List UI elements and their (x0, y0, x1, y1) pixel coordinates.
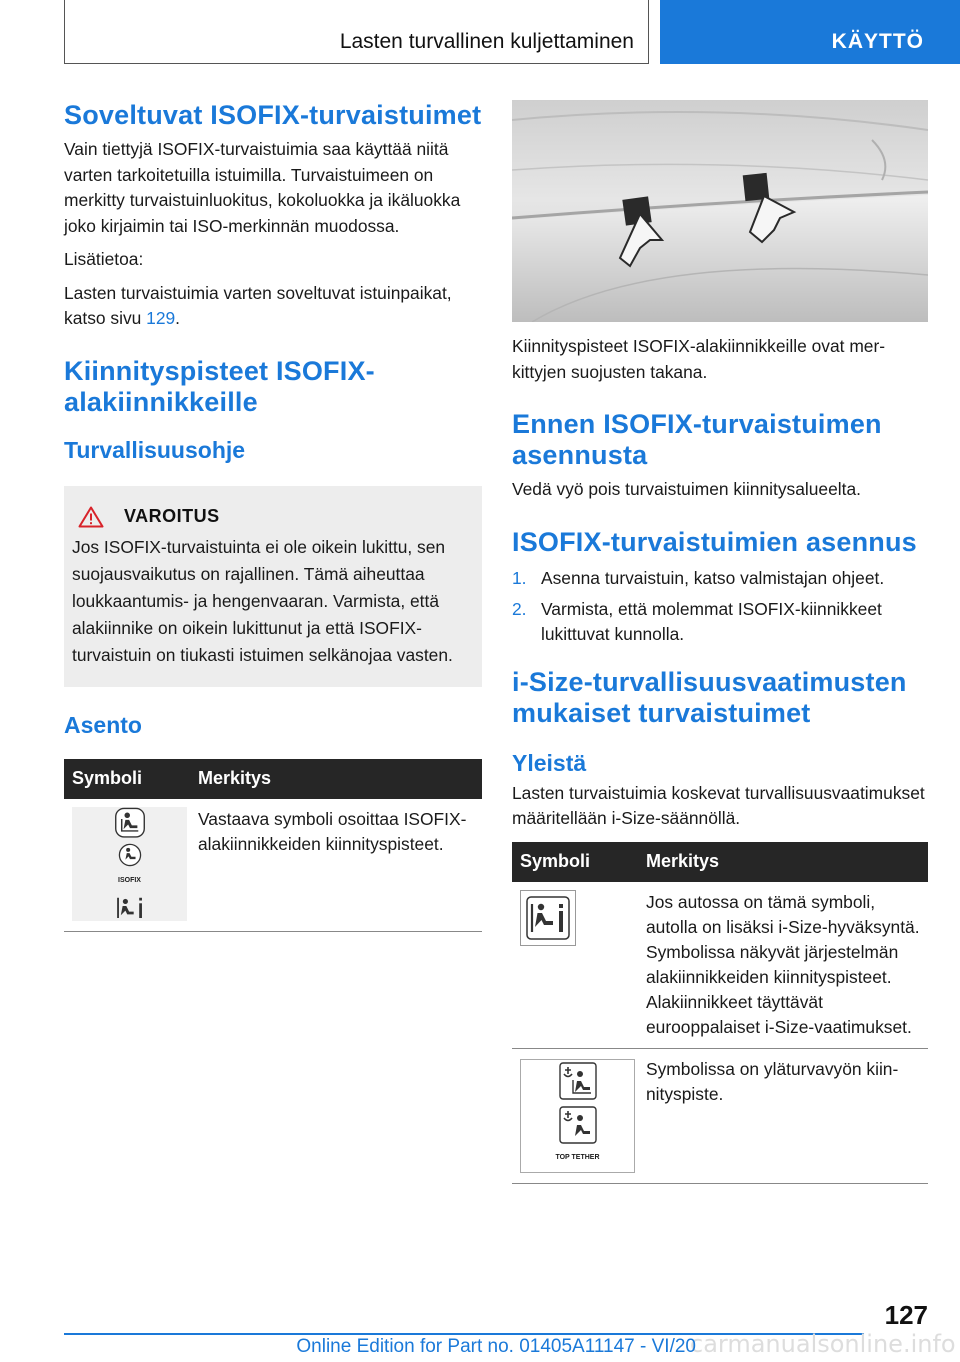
warning-triangle-icon (78, 506, 104, 528)
left-column (64, 100, 482, 932)
reference-end: . (175, 308, 181, 328)
paragraph-general: Lasten turvaistuimia koskevat turvallisuusvaatimukset määritellään i-Size-säännöllä. (512, 782, 925, 828)
position-symbol-table (64, 759, 482, 932)
warning-text: Jos ISOFIX-turvaistuinta ei ole oikein lukittu, sen suojausvaikutus on rajallinen. Tämä aiheuttaa loukkaantumis- ja hengenvaaran. Varmista, että alakiinnike on oikein lukittunut ja että ISOFIX-turvaistuin on tiukasti istuimen selkänojaa vasten. (72, 536, 453, 665)
table-header-meaning: Merkitys (190, 759, 482, 799)
watermark: carmanualsonline.info (690, 1330, 956, 1358)
i-size-symbol-table (512, 842, 928, 1184)
install-steps (512, 566, 928, 647)
table-row (512, 882, 928, 1049)
list-item (512, 566, 928, 591)
header-section-title: Lasten turvallinen kuljettaminen (339, 30, 634, 53)
paragraph-reference (64, 281, 482, 332)
paragraph-more-info: Lisätietoa: (64, 249, 144, 269)
top-tether-label: TOP TETHER (555, 1153, 600, 1161)
reference-text: Lasten turvaistuimia varten soveltuvat istuinpaikat, katso sivu (64, 282, 452, 328)
heading-position: Asento (64, 711, 142, 738)
heading-i-size: i-Size-turvallisuusvaatimusten mukaiset turvaistuimet (512, 666, 907, 728)
table-row-meaning: Symbolissa on yläturvavyön kiinnityspiste. (638, 1048, 928, 1183)
header-chapter-tab[interactable] (660, 0, 960, 64)
footer-edition: Online Edition for Part no. 01405A11147 - VI/20 (296, 1336, 696, 1357)
warning-title: VAROITUS (124, 506, 220, 526)
header-section-box (64, 0, 649, 64)
heading-anchor-points: Kiinnityspisteet ISOFIX-alakiinnikkeille (64, 355, 375, 417)
table-header-symbol: Symboli (64, 759, 190, 799)
page-number: 127 (884, 1300, 928, 1330)
heading-before-install: Ennen ISOFIX-turvaistuimen asennusta (512, 409, 882, 470)
heading-install: ISOFIX-turvaistuimien asennus (512, 526, 917, 557)
right-column (512, 100, 928, 1184)
isofix-anchor-photo (512, 100, 928, 322)
heading-suitable-seats: Soveltuvat ISOFIX-turvaistuimet (64, 100, 482, 130)
isofix-symbol-icon (72, 807, 187, 921)
isofix-label: ISOFIX (118, 876, 141, 884)
page-link-129[interactable]: 129 (146, 308, 176, 328)
table-row-meaning: Jos autossa on tämä symboli, autolla on lisäksi i-Size-hyväksyntä. Symbolissa näkyvät järjestelmän alakiinnikkeiden kiinnityspisteet. Alakiinnikkeet täyttävät eurooppalaiset i-Size-vaatimukset. (638, 882, 928, 1049)
step-text: Asenna turvaistuin, katso valmistajan ohjeet. (541, 567, 885, 588)
table-header-symbol: Symboli (512, 842, 638, 882)
paragraph-suitable-seats: Vain tiettyjä ISOFIX-turvaistuimia saa käyttää niitä varten tarkoitetuilla istuimilla. Turvaistuimeen on merkitty turvaistuinluokitus, kokoluokka ja ikäluokka joko kirjaimin tai ISO-merkinnän muodossa. (64, 139, 461, 236)
header-chapter-label: KÄYTTÖ (831, 30, 924, 53)
step-text: Varmista, että molemmat ISOFIX-kiinnikkeet lukittuvat kunnolla. (541, 598, 882, 644)
i-size-symbol-icon (520, 890, 576, 946)
table-row (512, 1048, 928, 1183)
paragraph-before-install: Vedä vyö pois turvaistuimen kiinnitysalueelta. (512, 479, 861, 499)
list-item (512, 597, 928, 647)
step-number: 1. (512, 567, 527, 588)
step-number: 2. (512, 598, 527, 619)
warning-box (64, 484, 482, 687)
top-tether-symbol-icon (520, 1059, 635, 1173)
photo-caption: Kiinnityspisteet ISOFIX-alakiinnikkeille ovat merkittyjen suojusten takana. (512, 336, 886, 382)
heading-general: Yleistä (512, 749, 587, 776)
table-row-meaning: Vastaava symboli osoittaa ISOFIX-alakiinnikkeiden kiinnityspisteet. (190, 799, 482, 932)
table-header-meaning: Merkitys (638, 842, 928, 882)
table-row (64, 799, 482, 932)
heading-safety-note: Turvallisuusohje (64, 436, 246, 463)
